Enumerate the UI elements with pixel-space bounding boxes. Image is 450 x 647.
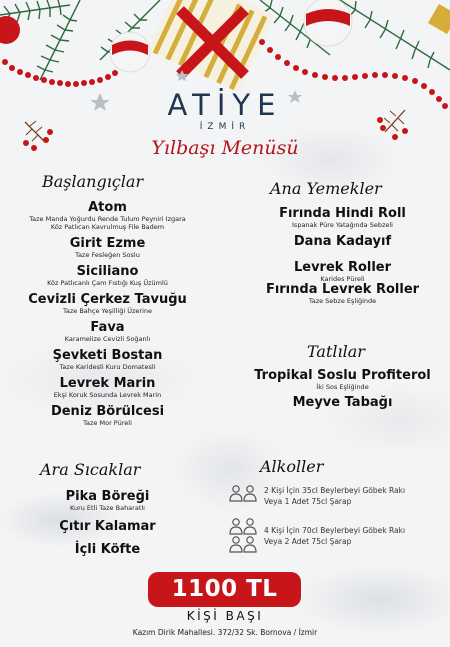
list-item [235,234,450,249]
list-item [235,368,450,391]
item-desc: Taze Sebze Eşliğinde [308,297,377,305]
list-item [235,260,450,283]
list-item [0,200,215,231]
item-name: Cevizli Çerkez Tavuğu [28,292,187,307]
item-desc: Ispanak Püre Yatağında Sebzeli [292,221,393,229]
item-name: Girit Ezme [69,236,146,251]
alcohol-line: Veya 1 Adet 75cl Şarap [264,497,352,506]
list-item [0,519,215,534]
item-name: Atom [88,200,127,215]
price-unit: KİŞİ BAŞI [186,609,264,623]
item-desc: Karamelize Cevizli Soğanlı [64,335,151,343]
item-desc: Karides Püreli [320,275,365,283]
section-title-starters: Başlangıçlar [42,172,144,191]
alcohol-text [264,485,405,507]
item-name: Çıtır Kalamar [59,519,156,534]
item-name: İçli Köfte [74,542,141,557]
person-icon [228,517,258,553]
list-item [0,264,215,287]
address: Kazım Dirik Mahallesi. 372/32 Sk. Bornova / İzmir [132,628,318,637]
list-item [0,404,215,427]
item-desc: Kuru Etli Taze Baharatlı [70,504,145,512]
list-item [235,282,450,305]
item-name: Levrek Roller [293,260,392,275]
item-name: Levrek Marin [59,376,156,391]
item-name: Pika Böreği [65,489,150,504]
item-desc: Taze Fesleğen Soslu [75,251,140,259]
list-item [0,489,215,512]
section-title-desserts: Tatlılar [307,342,365,361]
gift-box-icon [148,0,275,92]
list-item [235,206,450,229]
brand-logo: ATİYE [167,88,283,122]
menu-title: Yılbaşı Menüsü [151,137,299,159]
list-item [0,348,215,371]
alcohol-line: Veya 2 Adet 75cl Şarap [264,537,352,546]
item-desc: İki Sos Eşliğinde [316,383,369,391]
section-title-alcohol: Alkoller [260,457,324,476]
list-item [0,320,215,343]
item-name: Deniz Börülcesi [50,404,165,419]
christmas-decoration [0,0,450,160]
list-item [235,395,450,410]
item-desc: Taze Bahçe Yeşilliği Üzerine [62,307,153,315]
alcohol-option [228,517,450,557]
section-title-hot-starters: Ara Sıcaklar [40,460,141,479]
item-name: Fava [90,320,125,335]
item-desc: Taze Karidesli Kuru Domatesli [59,363,156,371]
item-name: Şevketi Bostan [52,348,163,363]
price-badge: 1100 TL [148,572,301,607]
alcohol-text [264,525,405,547]
item-name: Fırında Levrek Roller [265,282,420,297]
list-item [0,236,215,259]
alcohol-line: 4 Kişi İçin 70cl Beylerbeyi Göbek Rakı [264,526,406,535]
item-name: Tropikal Soslu Profiterol [254,368,431,383]
list-item [0,542,215,557]
item-name: Meyve Tabağı [292,395,393,410]
item-desc: Taze Mor Püreli [83,419,132,427]
item-desc: Köz Patlıcan Kavrulmuş File Badem [50,223,165,231]
list-item [0,376,215,399]
item-desc: Taze Manda Yoğurdu Rende Tulum Peyniri Izgara [29,215,186,223]
alcohol-line: 2 Kişi İçin 35cl Beylerbeyi Göbek Rakı [264,486,406,495]
brand-city: İZMİR [199,122,251,132]
item-name: Siciliano [76,264,139,279]
list-item [0,292,215,315]
item-desc: Köz Patlıcanlı Çam Fıstığı Kuş Üzümlü [47,279,168,287]
section-title-mains: Ana Yemekler [270,179,382,198]
person-icon [228,484,258,502]
item-desc: Ekşi Koruk Sosunda Levrek Marin [53,391,162,399]
item-name: Dana Kadayıf [293,234,392,249]
item-name: Fırında Hindi Roll [279,206,406,221]
